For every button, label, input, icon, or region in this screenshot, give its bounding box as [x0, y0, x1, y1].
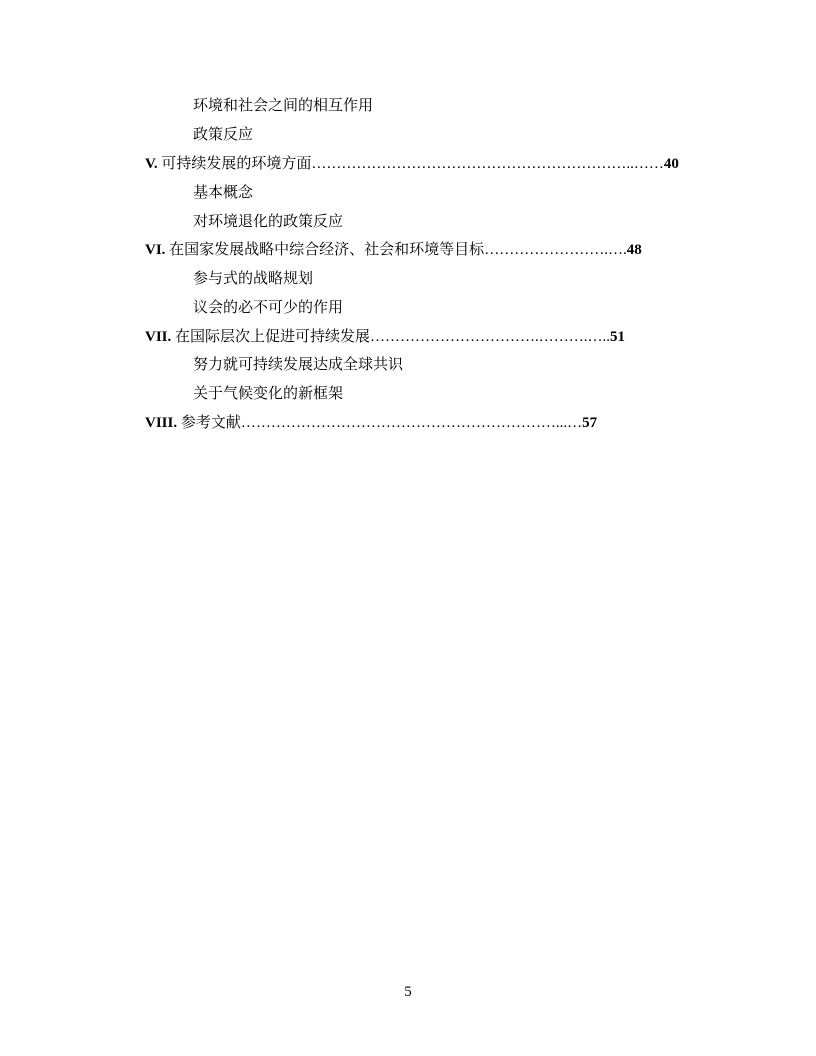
toc-subitem: 关于气候变化的新框架	[193, 386, 344, 402]
section-number: VII	[145, 329, 168, 345]
toc-section-entry[interactable]	[145, 413, 597, 433]
toc-subitem: 环境和社会之间的相互作用	[193, 98, 374, 114]
toc-subitem: 努力就可持续发展达成全球共识	[193, 357, 404, 373]
section-title: 可持续发展的环境方面	[157, 156, 312, 172]
leader-dots: ………………………………………………………..……	[311, 156, 664, 172]
toc-section-entry[interactable]	[145, 154, 679, 174]
section-title: 在国家发展战略中综合经济、社会和环境等目标	[165, 242, 485, 258]
section-separator: .	[153, 156, 158, 172]
page-number: 5	[404, 984, 412, 1000]
section-number: VI	[145, 242, 162, 258]
leader-dots: …………………………….……….…..	[370, 329, 611, 345]
toc-subitem: 议会的必不可少的作用	[193, 300, 344, 316]
section-page-number: 57	[582, 415, 598, 431]
toc-section-entry[interactable]	[145, 327, 625, 347]
toc-subitem: 基本概念	[193, 185, 254, 201]
section-separator: .	[173, 415, 178, 431]
toc-subitem: 政策反应	[193, 127, 254, 143]
section-separator: .	[167, 329, 172, 345]
section-number: VIII	[145, 415, 174, 431]
leader-dots: …………………….….	[484, 242, 627, 258]
toc-subitem: 参与式的战略规划	[193, 271, 314, 287]
section-title: 在国际层次上促进可持续发展	[171, 329, 371, 345]
leader-dots: ………………………………………………………...…	[240, 415, 583, 431]
section-page-number: 51	[610, 329, 626, 345]
section-number: V	[145, 156, 154, 172]
section-page-number: 40	[663, 156, 679, 172]
toc-subitem: 对环境退化的政策反应	[193, 214, 344, 230]
section-separator: .	[161, 242, 166, 258]
section-page-number: 48	[626, 242, 642, 258]
toc-section-entry[interactable]	[145, 240, 642, 260]
section-title: 参考文献	[177, 415, 241, 431]
